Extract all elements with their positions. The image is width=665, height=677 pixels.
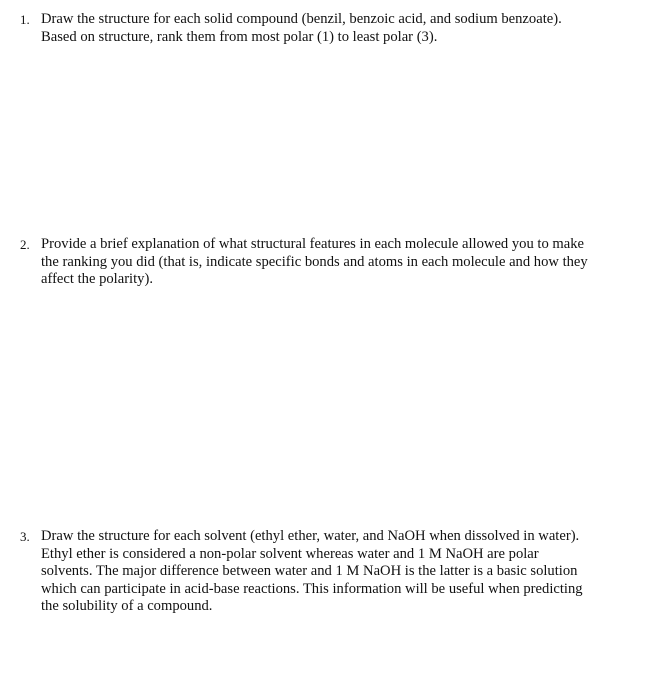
question-line: Ethyl ether is considered a non-polar solvent whereas water and 1 M NaOH are polar bbox=[41, 545, 539, 562]
question-text bbox=[41, 236, 641, 289]
question-text bbox=[41, 528, 641, 616]
question-line: Provide a brief explanation of what structural features in each molecule allowed you to make bbox=[41, 236, 585, 252]
question-line: Draw the structure for each solid compound (benzil, benzoic acid, and sodium benzoate). bbox=[41, 11, 562, 27]
question-line: solvents. The major difference between water and 1 M NaOH is the latter is a basic solution bbox=[41, 563, 578, 579]
question-line: the solubility of a compound. bbox=[41, 598, 213, 614]
question-line: Draw the structure for each solvent (ethyl ether, water, and NaOH when dissolved in water). bbox=[41, 528, 580, 544]
question-line: which can participate in acid-base reactions. This information will be useful when predicting bbox=[41, 580, 583, 597]
question-text bbox=[41, 11, 641, 46]
question-number: 3. bbox=[20, 529, 30, 544]
question-line: affect the polarity). bbox=[41, 271, 153, 287]
question-line: Based on structure, rank them from most polar (1) to least polar (3). bbox=[41, 28, 438, 45]
question-line: the ranking you did (that is, indicate specific bonds and atoms in each molecule and how they bbox=[41, 253, 588, 270]
question-number: 2. bbox=[20, 237, 30, 252]
question-number: 1. bbox=[20, 12, 30, 27]
